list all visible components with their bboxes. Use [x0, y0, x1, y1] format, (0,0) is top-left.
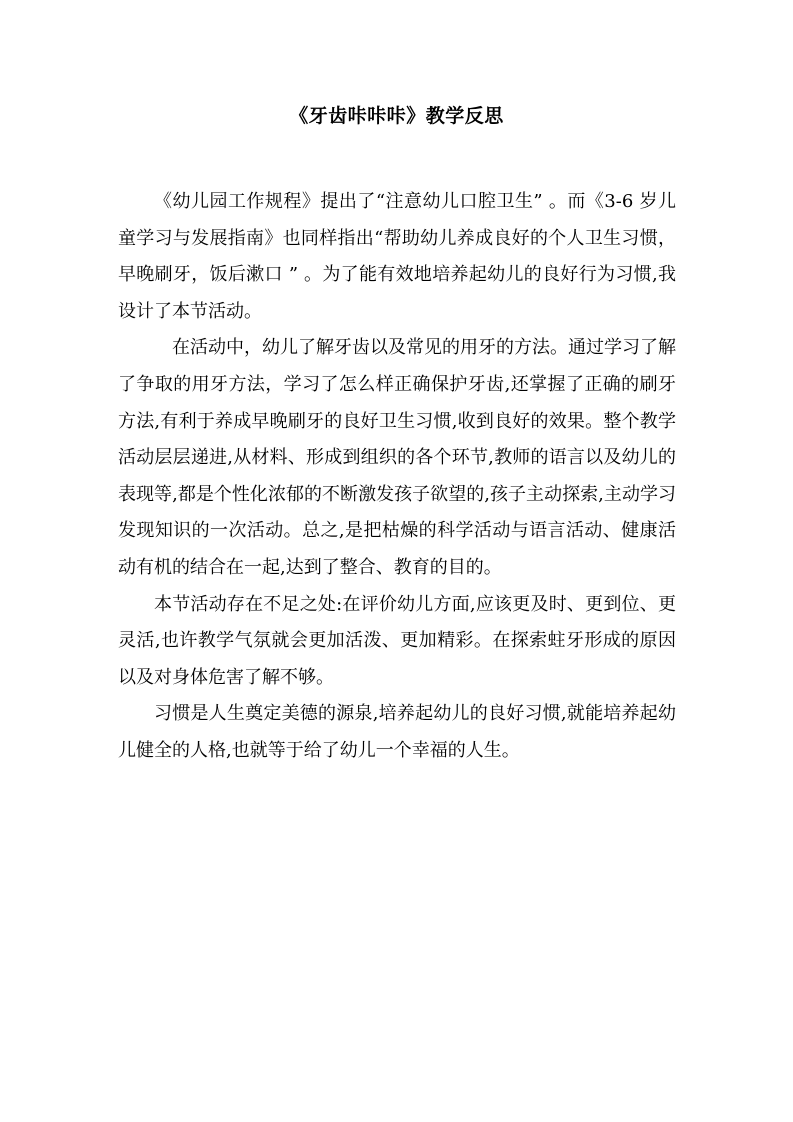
paragraph-intro: 《幼儿园工作规程》提出了“注意幼儿口腔卫生” 。而《3-6 岁儿童学习与发展指南》也同样指出“帮助幼儿养成良好的个人卫生习惯，早晚刷牙，饭后漱口 ” 。为了能有效地培养起幼儿的良好行为习惯,我设计了本节活动。 — [118, 191, 676, 322]
document-title: 《牙齿咔咔咔》教学反思 — [289, 105, 504, 127]
paragraph-shortcomings: 本节活动存在不足之处:在评价幼儿方面,应该更及时、更到位、更灵活,也许教学气氛就会更加活泼、更加精彩。在探索蛀牙形成的原因以及对身体危害了解不够。 — [118, 593, 676, 688]
paragraph-conclusion: 习惯是人生奠定美德的源泉,培养起幼儿的良好习惯,就能培养起幼儿健全的人格,也就等于给了幼儿一个幸福的人生。 — [118, 703, 676, 761]
document-body — [118, 184, 676, 770]
paragraph-activity: 在活动中，幼儿了解牙齿以及常见的用牙的方法。通过学习了解了争取的用牙方法，学习了怎么样正确保护牙齿,还掌握了正确的刷牙方法,有利于养成早晚刷牙的良好卫生习惯,收到良好的效果。整个教学活动层层递进,从材料、形成到组织的各个环节,教师的语言以及幼儿的表现等,都是个性化浓郁的不断激发孩子欲望的,孩子主动探索,主动学习发现知识的一次活动。总之,是把枯燥的科学活动与语言活动、健康活动有机的结合在一起,达到了整合、教育的目的。 — [118, 337, 676, 578]
